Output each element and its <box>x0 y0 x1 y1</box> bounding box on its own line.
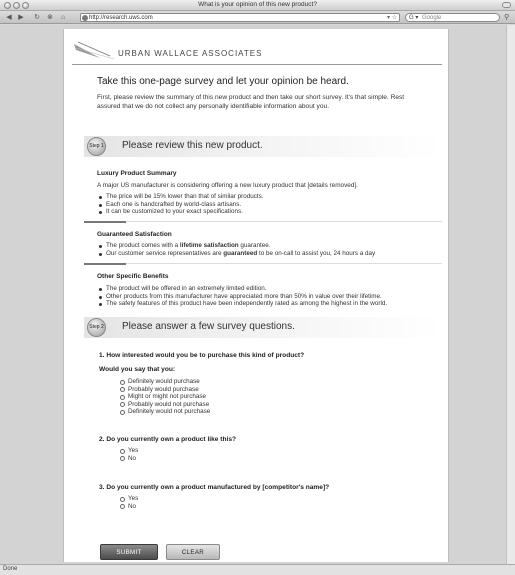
q3-option-yes[interactable]: Yes <box>120 495 138 503</box>
radio-button[interactable] <box>120 456 125 461</box>
reload-icon[interactable]: ↻ <box>34 14 40 21</box>
address-bar[interactable] <box>80 13 400 22</box>
search-placeholder: Google <box>422 15 442 21</box>
step2-badge: Step 2 <box>87 318 106 337</box>
summary-heading: Luxury Product Summary <box>97 170 177 177</box>
question-1: 1. How interested would you be to purchase this kind of product? <box>99 352 305 359</box>
intro-text: First, please review the summary of this new product and then take our short survey. It's that simple. Rest assured that we do not collect any personally identifiable information about you. <box>97 94 405 110</box>
step2-title: Please answer a few survey questions. <box>122 321 295 332</box>
stop-icon[interactable]: ⊗ <box>47 14 53 21</box>
question-1-prompt: Would you say that you: <box>99 366 176 373</box>
url-text: http://research.uws.com <box>89 15 153 21</box>
benefits-bullets <box>97 285 387 308</box>
q1-option-might-or-might-not[interactable]: Might or might not purchase <box>120 393 210 401</box>
list-item: The product comes with a lifetime satisfaction guarantee. <box>97 242 375 250</box>
forward-arrow-icon[interactable]: ▶ <box>18 14 24 21</box>
clear-button[interactable]: CLEAR <box>166 544 220 560</box>
list-item: The product will be offered in an extremely limited edition. <box>97 285 387 293</box>
radio-button[interactable] <box>120 449 125 454</box>
radio-button[interactable] <box>120 402 125 407</box>
list-item: Each one is handcrafted by world-class artisans. <box>97 201 264 209</box>
benefits-heading: Other Specific Benefits <box>97 273 169 280</box>
browser-toolbar <box>0 11 515 24</box>
guarantee-bullets <box>97 242 375 257</box>
question-3: 3. Do you currently own a product manufactured by [competitor's name]? <box>99 484 330 491</box>
intro-heading: Take this one-page survey and let your opinion be heard. <box>97 76 349 87</box>
section-divider <box>84 263 442 265</box>
q1-option-probably-would-not[interactable]: Probably would not purchase <box>120 401 210 409</box>
question-2-options <box>120 447 138 462</box>
section-divider <box>84 221 442 223</box>
rss-dropdown-icon[interactable]: ▾ ☆ <box>386 15 397 21</box>
title-bar <box>0 0 515 11</box>
radio-button[interactable] <box>120 395 125 400</box>
radio-button[interactable] <box>120 380 125 385</box>
search-icon[interactable]: ⚲ <box>504 14 510 21</box>
step1-title: Please review this new product. <box>122 140 263 151</box>
submit-button[interactable]: SUBMIT <box>100 544 158 560</box>
q3-option-no[interactable]: No <box>120 503 138 511</box>
uwa-logo-icon <box>72 40 122 60</box>
list-item: Our customer service representatives are guaranteed to be on-call to assist you, 24 hours a day <box>97 250 375 258</box>
browser-viewport <box>0 25 515 564</box>
site-favicon-icon <box>82 15 88 21</box>
toolbar-toggle-button[interactable] <box>502 2 511 8</box>
status-text: Done <box>3 566 18 572</box>
search-engine-icon[interactable]: G ▾ <box>409 15 419 21</box>
window-title: What is your opinion of this new product? <box>198 1 317 8</box>
radio-button[interactable] <box>120 497 125 502</box>
brand-name: URBAN WALLACE ASSOCIATES <box>118 49 263 58</box>
step1-banner <box>84 136 442 157</box>
status-bar <box>0 564 515 575</box>
list-item: Other products from this manufacturer have appreciated more than 50% in value over their lifetime. <box>97 293 387 301</box>
question-1-options <box>120 378 210 416</box>
q2-option-yes[interactable]: Yes <box>120 447 138 455</box>
step1-badge: Step 1 <box>87 137 106 156</box>
list-item: The safety features of this product have been independently rated as among the highest in the world. <box>97 300 387 308</box>
radio-button[interactable] <box>120 387 125 392</box>
list-item: It can be customized to your exact specifications. <box>97 208 264 216</box>
summary-text: A major US manufacturer is considering offering a new luxury product that [details removed]. <box>97 182 358 189</box>
step2-banner <box>84 317 442 338</box>
home-icon[interactable]: ⌂ <box>60 14 66 21</box>
back-arrow-icon[interactable]: ◀ <box>6 14 12 21</box>
summary-bullets <box>97 193 264 216</box>
question-2: 2. Do you currently own a product like this? <box>99 436 237 443</box>
guarantee-heading: Guaranteed Satisfaction <box>97 231 172 238</box>
q1-option-definitely-would-not[interactable]: Definitely would not purchase <box>120 408 210 416</box>
header-divider <box>72 64 442 65</box>
search-input[interactable] <box>405 13 500 22</box>
survey-page <box>63 29 449 562</box>
q1-option-definitely-would[interactable]: Definitely would purchase <box>120 378 210 386</box>
q2-option-no[interactable]: No <box>120 455 138 463</box>
radio-button[interactable] <box>120 504 125 509</box>
list-item: The price will be 15% lower than that of similar products. <box>97 193 264 201</box>
q1-option-probably-would[interactable]: Probably would purchase <box>120 386 210 394</box>
vertical-scrollbar[interactable] <box>506 25 515 564</box>
question-3-options <box>120 495 138 510</box>
radio-button[interactable] <box>120 410 125 415</box>
